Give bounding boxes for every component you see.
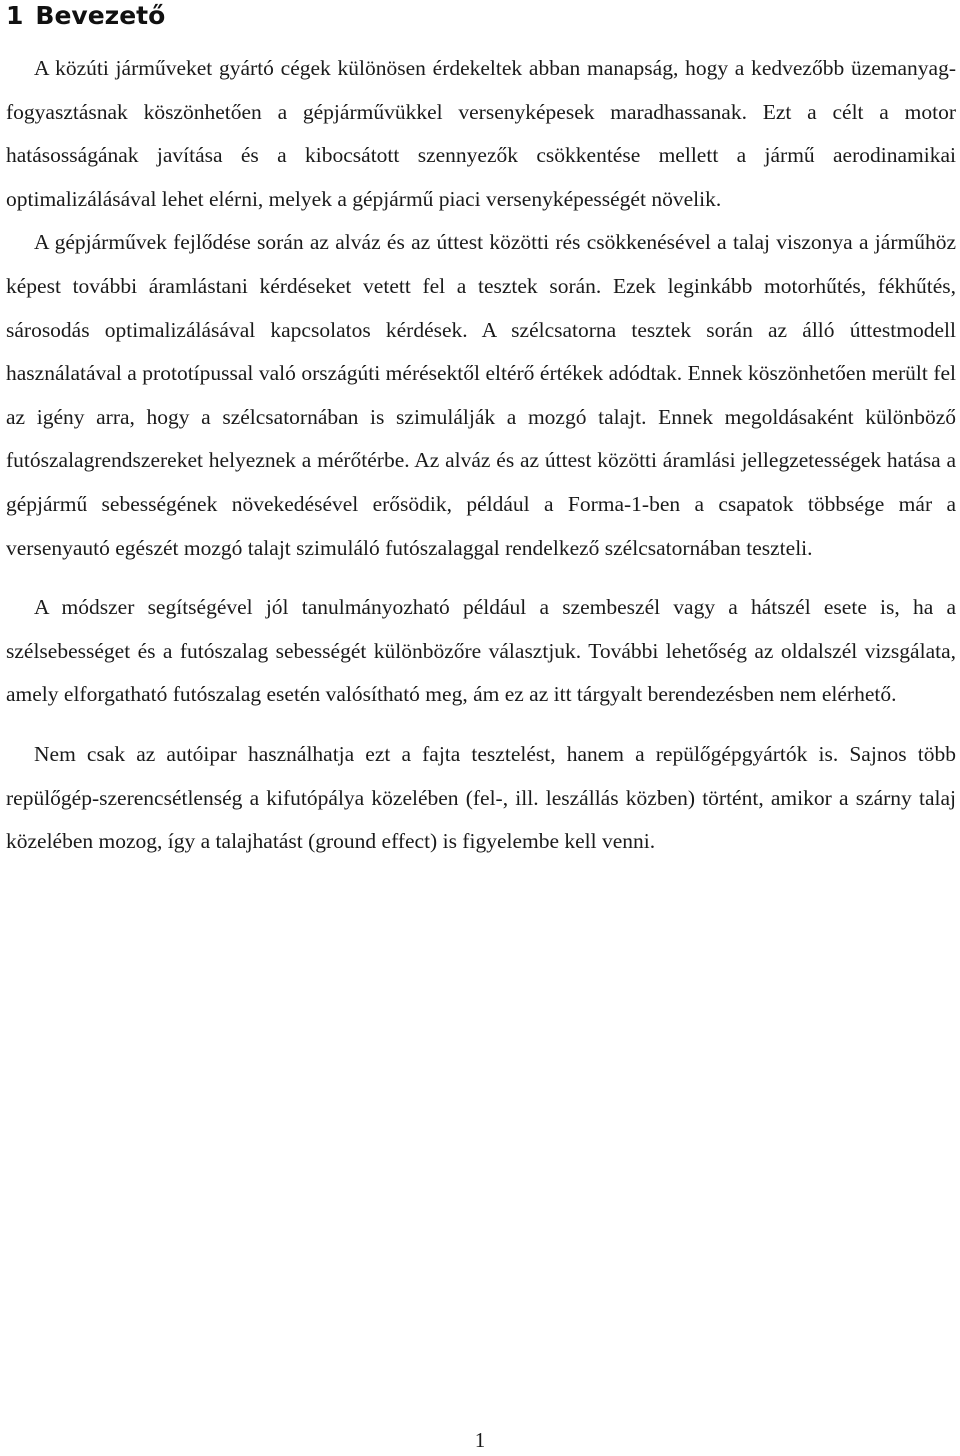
- paragraph-3: A módszer segítségével jól tanulmányozható például a szembeszél vagy a hátszél esete is, ha a szélsebességet és a futószalag sebességét különbözőre választjuk. További lehetőség az oldalszél vizsgálata, amely elforgatható futószalag esetén valósítható meg, ám ez az itt tárgyalt berendezésben nem elérhető.: [6, 595, 956, 707]
- paragraph-2: A gépjárművek fejlődése során az alváz és az úttest közötti rés csökkenésével a talaj viszonya a járműhöz képest további áramlástani kérdéseket vetett fel a tesztek során. Ezek leginkább motorhűtés, fékhűtés, sárosodás optimalizálásával kapcsolatos kérdések. A szélcsatorna tesztek során az álló úttestmodell használatával a prototípussal való országúti mérésektől eltérő értékek adódtak. Ennek köszönhetően merült fel az igény arra, hogy a szélcsatornában is szimulálják a mozgó talajt. Ennek megoldásaként különböző futószalagrendszereket helyeznek a mérőtérbe. Az alváz és az úttest közötti áramlási jellegzetességek hatása a gépjármű sebességének növekedésével erősödik, például a Forma-1-ben a csapatok többsége már a versenyautó egészét mozgó talajt szimuláló futószalaggal rendelkező szélcsatornában teszteli.: [6, 230, 956, 560]
- section-title: Bevezető: [35, 1, 166, 30]
- section-heading: [6, 0, 165, 32]
- paragraph-4: Nem csak az autóipar használhatja ezt a fajta tesztelést, hanem a repülőgépgyártók is. Sajnos több repülőgép-szerencsétlenség a kifutópálya közelében (fel-, ill. leszállás közben) történt, amikor a szárny talaj közelében mozog, így a talajhatást (ground effect) is figyelembe kell venni.: [6, 741, 956, 854]
- section-number: 1: [6, 1, 24, 30]
- page-number: 1: [474, 1428, 486, 1452]
- paragraph-1: A közúti járműveket gyártó cégek különösen érdekeltek abban manapság, hogy a kedvezőbb üzemanyag-fogyasztásnak köszönhetően a gépjárművükkel versenyképesek maradhassanak. Ezt a célt a motor hatásosságának javítása és a kibocsátott szennyezők csökkentése mellett a jármű aerodinamikai optimalizálásával lehet elérni, melyek a gépjármű piaci versenyképességét növelik.: [6, 56, 956, 211]
- body-text: [6, 47, 956, 864]
